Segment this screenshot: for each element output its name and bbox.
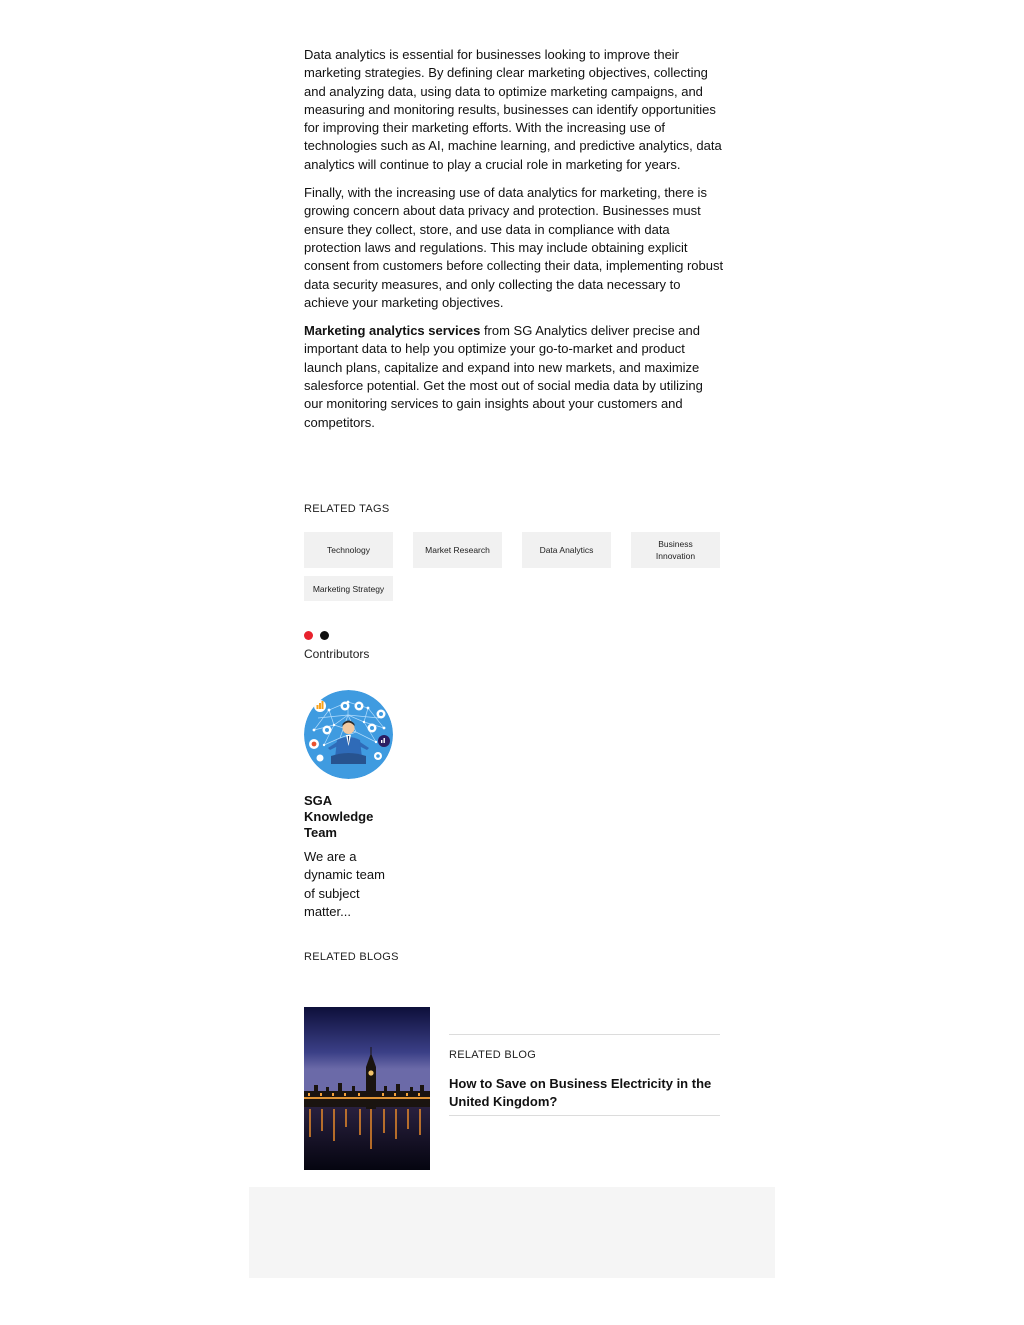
tag-marketing-strategy[interactable]: Marketing Strategy	[304, 576, 393, 601]
related-blog-thumbnail[interactable]	[304, 1007, 430, 1170]
related-blogs-heading: RELATED BLOGS	[304, 951, 399, 963]
contributors-heading: Contributors	[304, 647, 370, 661]
related-blog-kicker: RELATED BLOG	[449, 1049, 537, 1061]
article-body	[304, 46, 724, 442]
related-tags-list	[304, 532, 722, 601]
related-blog-title-link[interactable]: How to Save on Business Electricity in the United Kingdom?	[449, 1076, 712, 1109]
tag-technology[interactable]: Technology	[304, 532, 393, 568]
article-paragraph-1: Data analytics is essential for businesses looking to improve their marketing strategies. By defining clear marketing objectives, collecting and analyzing data, using data to optimize marketing campaigns, and measuring and monitoring results, businesses can identify opportunities for improving their marketing efforts. With the increasing use of technologies such as AI, machine learning, and predictive analytics, data analytics will continue to play a crucial role in marketing for years.	[304, 47, 722, 172]
slider-dot-inactive[interactable]	[320, 631, 329, 640]
tag-business-innovation[interactable]: Business Innovation	[631, 532, 720, 568]
slider-dot-active[interactable]	[304, 631, 313, 640]
article-paragraph-3	[304, 322, 724, 432]
related-blog-card	[449, 1034, 720, 1116]
author-bio: We are a dynamic team of subject matter...	[304, 849, 385, 919]
author-name[interactable]: SGA Knowledge Team	[304, 793, 374, 840]
contributor-slider-dots	[304, 631, 329, 640]
article-paragraph-3-text: from SG Analytics deliver precise and important data to help you optimize your go-to-market and product launch plans, capitalize and expand into new markets, and maximize salesforce potential. Get the most out of social media data by utilizing our monitoring services to gain insights about your customers and competitors.	[304, 323, 703, 430]
footer-placeholder-panel	[249, 1187, 775, 1278]
tag-market-research[interactable]: Market Research	[413, 532, 502, 568]
author-avatar[interactable]	[304, 690, 393, 779]
related-tags-heading: RELATED TAGS	[304, 503, 390, 515]
marketing-analytics-services-link[interactable]: Marketing analytics services	[304, 323, 481, 339]
article-paragraph-2: Finally, with the increasing use of data analytics for marketing, there is growing concern about data privacy and protection. Businesses must ensure they collect, store, and use data in compliance with data protection laws and regulations. This may include obtaining explicit consent from customers before collecting their data, implementing robust data security measures, and only collecting the data necessary to achieve your marketing objectives.	[304, 185, 724, 310]
london-night-skyline-image	[304, 1007, 430, 1170]
tag-data-analytics[interactable]: Data Analytics	[522, 532, 611, 568]
analytics-network-illustration	[304, 690, 393, 779]
